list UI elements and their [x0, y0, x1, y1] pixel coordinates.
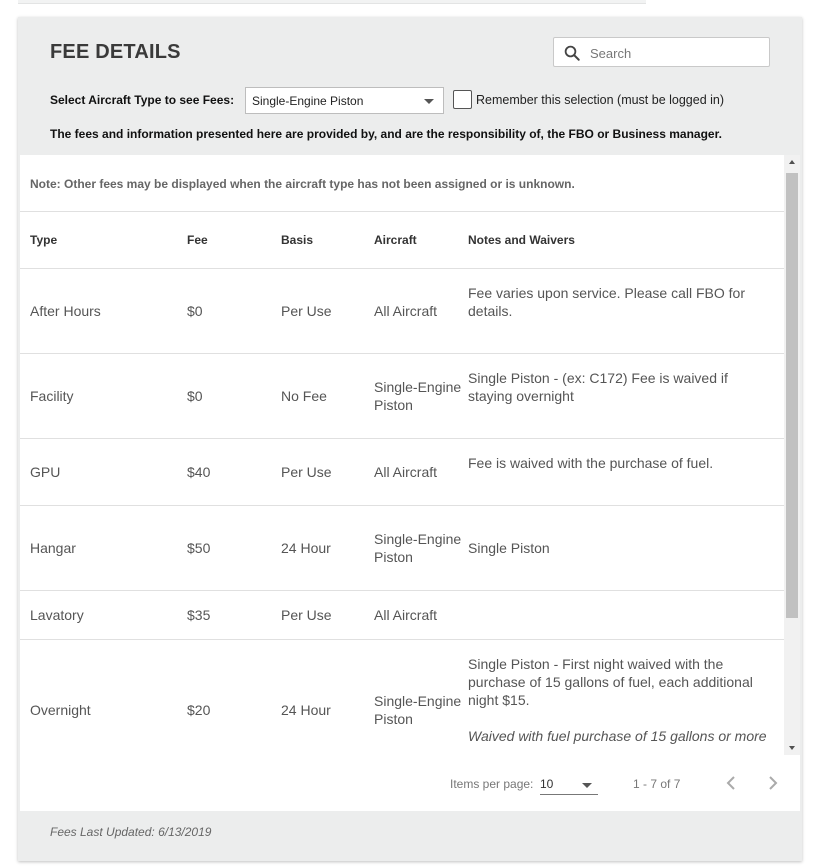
search-box[interactable]: [553, 37, 770, 67]
fees-panel: [20, 155, 800, 811]
cell-aircraft: Single-Engine Piston: [374, 379, 462, 413]
waiver-note: Waived with fuel purchase of 15 gallons or more: [468, 728, 767, 744]
aircraft-type-value: Single-Engine Piston: [252, 94, 364, 108]
cell-aircraft: Single-Engine Piston: [374, 531, 462, 565]
scrollbar-thumb[interactable]: [786, 173, 798, 618]
cell-notes-italic: [468, 727, 767, 745]
page-title: FEE DETAILS: [50, 41, 181, 63]
table-row: [20, 591, 784, 640]
next-page-button[interactable]: [762, 773, 782, 793]
column-header-basis: Basis: [281, 233, 314, 247]
remember-label: Remember this selection (must be logged in): [476, 92, 725, 107]
page-range: 1 - 7 of 7: [633, 777, 681, 791]
cell-fee: $40: [187, 464, 211, 480]
cell-fee: $35: [187, 607, 211, 623]
cell-aircraft: Single-Engine Piston: [374, 692, 462, 727]
cell-aircraft: All Aircraft: [374, 303, 438, 319]
last-updated: Fees Last Updated: 6/13/2019: [50, 825, 212, 839]
cell-notes: Fee is waived with the purchase of fuel.: [468, 455, 714, 471]
column-header-fee: Fee: [187, 233, 208, 247]
cell-aircraft: All Aircraft: [374, 464, 438, 480]
cell-basis: No Fee: [281, 388, 327, 404]
top-divider: [18, 0, 646, 4]
column-header-aircraft: Aircraft: [374, 233, 417, 247]
table-row: [20, 269, 784, 354]
items-per-page-label: Items per page:: [450, 777, 534, 791]
fees-table-scroll-area: [20, 155, 784, 755]
cell-type: GPU: [30, 464, 61, 480]
table-row: [20, 354, 784, 439]
cell-fee: $0: [187, 388, 203, 404]
chevron-left-icon: [722, 773, 742, 793]
cell-basis: Per Use: [281, 607, 332, 623]
fee-details-card: [18, 17, 802, 861]
remember-selection[interactable]: [453, 90, 724, 109]
remember-checkbox[interactable]: [453, 90, 472, 109]
cell-type: Hangar: [30, 540, 76, 556]
cell-basis: Per Use: [281, 464, 332, 480]
cell-fee: $50: [187, 540, 211, 556]
search-icon: [563, 44, 581, 62]
previous-page-button[interactable]: [722, 773, 742, 793]
cell-fee: $0: [187, 303, 203, 319]
cell-notes: Fee varies upon service. Please call FBO for details.: [468, 285, 746, 319]
column-header-notes: Notes and Waivers: [468, 233, 575, 247]
table-row: [20, 640, 784, 755]
aircraft-type-label: Select Aircraft Type to see Fees:: [50, 93, 235, 107]
scroll-down-icon[interactable]: [789, 746, 795, 750]
cell-type: Facility: [30, 388, 74, 404]
cell-notes: [468, 640, 774, 755]
cell-basis: 24 Hour: [281, 540, 331, 556]
column-header-type: Type: [30, 233, 58, 247]
chevron-down-icon: [582, 783, 592, 788]
cell-type: Overnight: [30, 701, 91, 718]
cell-notes: Single Piston: [468, 540, 550, 556]
table-row: [20, 506, 784, 591]
search-input[interactable]: [590, 43, 760, 63]
vertical-scrollbar[interactable]: [784, 155, 800, 755]
disclaimer-text: The fees and information presented here are provided by, and are the responsibility of, the FBO or Business manager.: [50, 127, 722, 141]
aircraft-type-select[interactable]: [245, 87, 444, 114]
cell-notes: Single Piston - (ex: C172) Fee is waived if staying overnight: [468, 370, 728, 404]
cell-fee: $20: [187, 701, 211, 718]
items-per-page-select[interactable]: [540, 773, 598, 795]
cell-notes-text: Single Piston - First night waived with the purchase of 15 gallons of fuel, each additional night $15.: [468, 656, 753, 708]
table-row: [20, 439, 784, 506]
items-per-page-value: 10: [540, 777, 554, 791]
chevron-right-icon: [762, 773, 782, 793]
cell-basis: 24 Hour: [281, 701, 331, 718]
pagination: [20, 755, 800, 811]
cell-basis: Per Use: [281, 303, 332, 319]
cell-notes: [468, 591, 774, 639]
table-header: [20, 212, 784, 269]
chevron-down-icon: [424, 99, 434, 104]
cell-type: After Hours: [30, 303, 101, 319]
cell-type: Lavatory: [30, 607, 84, 623]
scroll-up-icon[interactable]: [789, 160, 795, 164]
cell-aircraft: All Aircraft: [374, 607, 438, 623]
fees-note: Note: Other fees may be displayed when the aircraft type has not been assigned or is unknown.: [20, 155, 784, 212]
